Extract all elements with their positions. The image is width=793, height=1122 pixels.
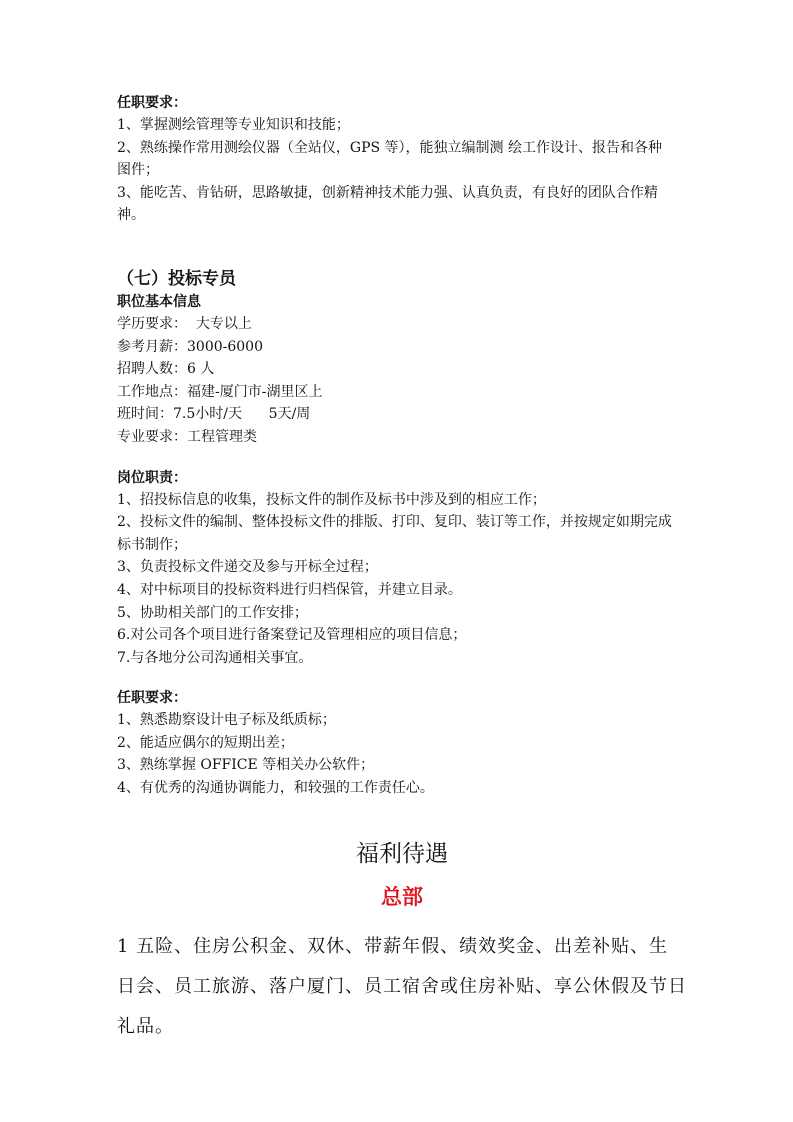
benefits-title: 福利待遇 — [356, 841, 448, 867]
requirement-line: 3、熟练掌握 OFFICE 等相关办公软件； — [117, 757, 375, 774]
requirement-line: 2、能适应偶尔的短期出差； — [117, 734, 294, 751]
benefits-text: 1 五险、住房公积金、双休、带薪年假、绩效奖金、出差补贴、生日会、员工旅游、落户厦门、员工宿舍或住房补贴、享公休假及节日礼品。 — [117, 936, 687, 1037]
requirement-line: 4、有优秀的沟通协调能力，和较强的工作责任心。 — [117, 780, 434, 797]
benefits-subtitle: 总部 — [381, 885, 423, 909]
requirement-line: 1、掌握测绘管理等专业知识和技能； — [117, 117, 350, 133]
basic-info-line: 工作地点：福建-厦门市-湖里区上 — [117, 383, 323, 400]
duties-heading: 岗位职责： — [117, 469, 187, 486]
duty-line: 7.与各地分公司沟通相关事宜。 — [117, 649, 313, 666]
basic-info-line: 招聘人数：6 人 — [117, 361, 215, 378]
basic-info-line: 参考月薪：3000-6000 — [117, 338, 263, 355]
duty-line: 4、对中标项目的投标资料进行归档保管，并建立目录。 — [117, 581, 462, 598]
requirements-heading: 任职要求： — [117, 690, 187, 707]
requirements-heading-prev: 任职要求： — [117, 95, 187, 111]
duty-line: 5、协助相关部门的工作安排； — [117, 604, 308, 621]
basic-info-heading: 职位基本信息 — [117, 293, 201, 310]
job-title: （七）投标专员 — [117, 268, 236, 289]
duty-line: 1、招投标信息的收集，投标文件的制作及标书中涉及到的相应工作； — [117, 491, 546, 508]
basic-info-line: 学历要求： 大专以上 — [117, 315, 252, 332]
basic-info-line: 专业要求：工程管理类 — [117, 428, 257, 445]
basic-info-line: 班时间：7.5小时/天 5天/周 — [117, 406, 311, 423]
requirement-line: 1、熟悉勘察设计电子标及纸质标； — [117, 712, 336, 729]
duty-line: 2、投标文件的编制、整体投标文件的排版、打印、复印、装订等工作，并按规定如期完成标书制作； — [117, 514, 672, 553]
benefits-section — [117, 838, 687, 1047]
requirement-line: 3、能吃苦、肯钻研，思路敏捷，创新精神技术能力强、认真负责，有良好的团队合作精神。 — [117, 184, 658, 224]
duty-line: 6.对公司各个项目进行备案登记及管理相应的项目信息； — [117, 627, 467, 644]
job-details — [117, 92, 677, 800]
duty-line: 3、负责投标文件递交及参与开标全过程； — [117, 559, 378, 576]
requirement-line: 2、熟练操作常用测绘仪器（全站仪，GPS 等），能独立编制测 绘工作设计、报告和各种图件； — [117, 139, 662, 179]
